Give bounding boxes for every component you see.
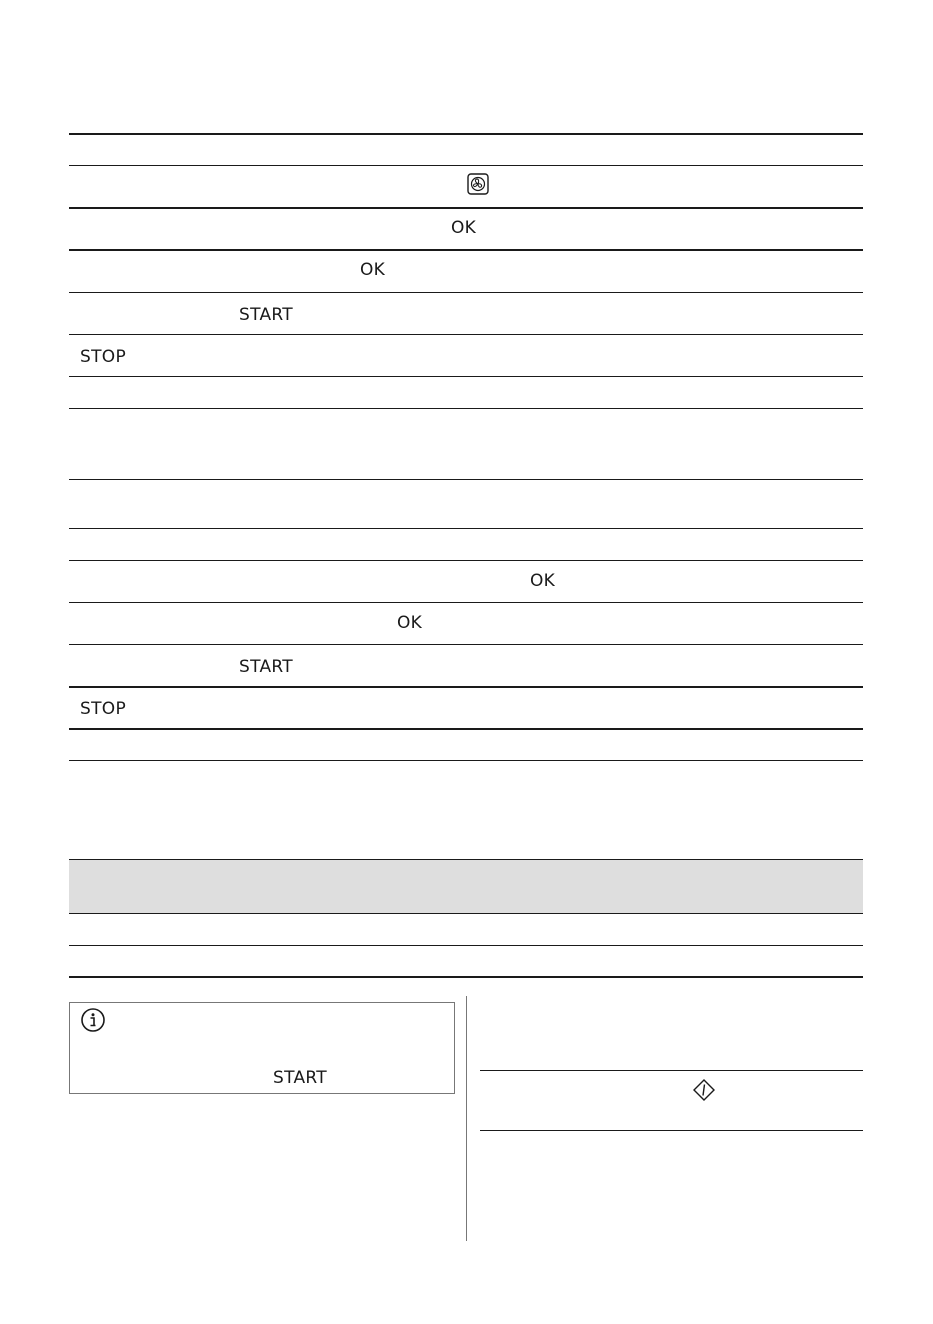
table-rule bbox=[69, 602, 863, 603]
table-rule bbox=[69, 859, 863, 860]
table-rule bbox=[69, 165, 863, 166]
table-rule bbox=[69, 292, 863, 293]
table-rule bbox=[480, 1130, 863, 1131]
ok-label: OK bbox=[530, 571, 556, 591]
table-rule bbox=[69, 376, 863, 377]
ok-label: OK bbox=[451, 218, 477, 238]
info-note-box bbox=[69, 1002, 455, 1094]
table-rule bbox=[69, 913, 863, 914]
start-diamond-icon bbox=[692, 1078, 716, 1102]
info-icon bbox=[80, 1007, 106, 1033]
stop-label: STOP bbox=[80, 699, 127, 719]
table-rule bbox=[480, 1070, 863, 1071]
table-rule bbox=[69, 644, 863, 645]
table-rule bbox=[69, 560, 863, 561]
table-rule bbox=[69, 528, 863, 529]
start-label: START bbox=[239, 657, 293, 677]
table-rule bbox=[69, 686, 863, 688]
fan-function-icon bbox=[467, 173, 489, 195]
table-rule bbox=[69, 133, 863, 135]
table-rule bbox=[69, 728, 863, 730]
table-rule bbox=[69, 479, 863, 480]
table-rule bbox=[69, 334, 863, 335]
stop-label: STOP bbox=[80, 347, 127, 367]
table-rule bbox=[69, 207, 863, 209]
column-divider bbox=[466, 996, 467, 1241]
table-rule bbox=[69, 408, 863, 409]
table-rule bbox=[69, 249, 863, 251]
table-rule bbox=[69, 760, 863, 761]
ok-label: OK bbox=[397, 613, 423, 633]
ok-label: OK bbox=[360, 260, 386, 280]
start-label: START bbox=[239, 305, 293, 325]
table-rule bbox=[69, 976, 863, 978]
table-rule bbox=[69, 945, 863, 946]
start-label: START bbox=[273, 1068, 327, 1088]
table-header-band bbox=[69, 859, 863, 913]
